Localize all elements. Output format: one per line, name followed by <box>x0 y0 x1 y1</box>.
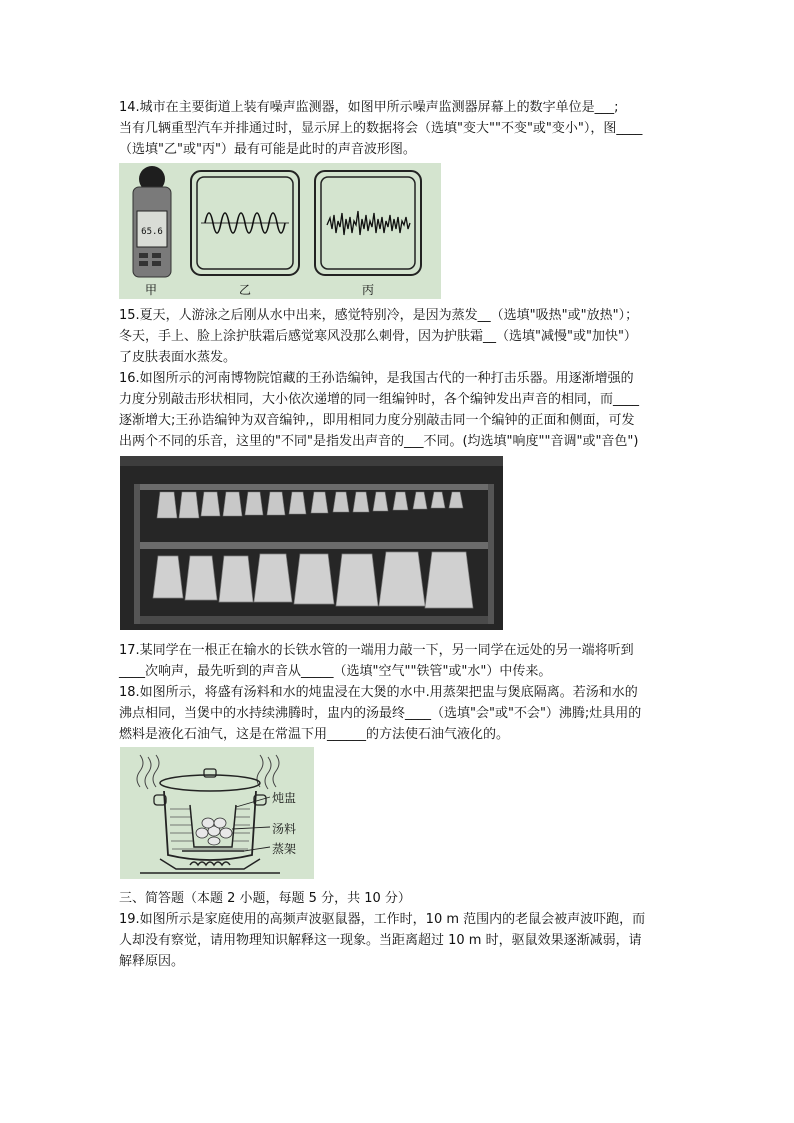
label-yi: 乙 <box>239 283 252 297</box>
noise-meter-icon <box>133 166 171 277</box>
bianzhong-photo <box>120 456 503 630</box>
noise-figure-graphics <box>119 163 441 299</box>
label-bing: 丙 <box>362 283 375 297</box>
q19-line-1: 19.如图所示是家庭使用的高频声波驱鼠器，工作时，10 m 范围内的老鼠会被声波吓跑，而 <box>119 912 646 927</box>
q19-line-2: 人却没有察觉，请用物理知识解释这一现象。当距离超过 10 m 时，驱鼠效果逐渐减弱，请 <box>119 933 642 948</box>
q15-line-2: 冬天，手上、脸上涂护肤霜后感觉寒风没那么刺骨，因为护肤霜__（选填"减慢"或"加快"） <box>119 329 637 344</box>
q19-line-3: 解释原因。 <box>119 954 185 969</box>
q16-line-2: 力度分别敲击形状相同，大小依次递增的同一组编钟时，各个编钟发出声音的相同，而____ <box>119 392 640 407</box>
section-3-heading: 三、简答题（本题 2 小题，每题 5 分，共 10 分） <box>119 891 411 906</box>
q15-line-3: 了皮肤表面水蒸发。 <box>119 350 237 365</box>
q16-line-3: 逐渐增大;王孙诰编钟为双音编钟,，即用相同力度分别敲击同一个编钟的正面和侧面，可发 <box>119 413 635 428</box>
waveform-yi-panel <box>191 171 299 275</box>
q18-line-3: 燃料是液化石油气，这是在常温下用______的方法使石油气液化的。 <box>119 727 510 742</box>
q14-line-1: 14.城市在主要街道上装有噪声监测器，如图甲所示噪声监测器屏幕上的数字单位是___; <box>119 100 619 115</box>
steam-icon <box>137 755 279 789</box>
meter-reading: 65.6 <box>141 227 163 237</box>
q18-line-2: 沸点相同，当煲中的水持续沸腾时，盅内的汤最终____（选填"会"或"不会"）沸腾;灶具用的 <box>119 706 642 721</box>
stew-pot-graphic <box>120 747 314 879</box>
q16-line-1: 16.如图所示的河南博物院馆藏的王孙诰编钟，是我国古代的一种打击乐器。用逐渐增强的 <box>119 371 634 386</box>
label-zhengjia: 蒸架 <box>272 842 297 856</box>
noise-figure <box>119 163 441 299</box>
q14-line-3: （选填"乙"或"丙"）最有可能是此时的声音波形图。 <box>119 142 416 157</box>
q18-line-1: 18.如图所示，将盛有汤料和水的炖盅浸在大煲的水中.用蒸架把盅与煲底隔离。若汤和水的 <box>119 685 638 700</box>
label-dunzhong: 炖盅 <box>272 791 297 805</box>
label-tangliao: 汤料 <box>272 822 297 836</box>
stove-icon <box>140 859 280 873</box>
q15-line-1: 15.夏天，人游泳之后刚从水中出来，感觉特别冷，是因为蒸发__（选填"吸热"或"放热"）； <box>119 308 639 323</box>
q16-line-4: 出两个不同的乐音，这里的"不同"是指发出声音的___不同。(均选填"响度""音调"或"音色") <box>119 434 639 449</box>
stew-pot-figure <box>120 747 314 879</box>
bianzhong-graphic <box>120 456 503 630</box>
label-jia: 甲 <box>145 283 158 297</box>
waveform-bing-panel <box>315 171 421 275</box>
q17-line-1: 17.某同学在一根正在输水的长铁水管的一端用力敲一下，另一同学在远处的另一端将听到 <box>119 643 634 658</box>
q14-line-2: 当有几辆重型汽车并排通过时，显示屏上的数据将会（选填"变大""不变"或"变小"），图____ <box>119 121 643 136</box>
q17-line-2: ____次响声，最先听到的声音从_____（选填"空气""铁管"或"水"）中传来。 <box>119 664 552 679</box>
